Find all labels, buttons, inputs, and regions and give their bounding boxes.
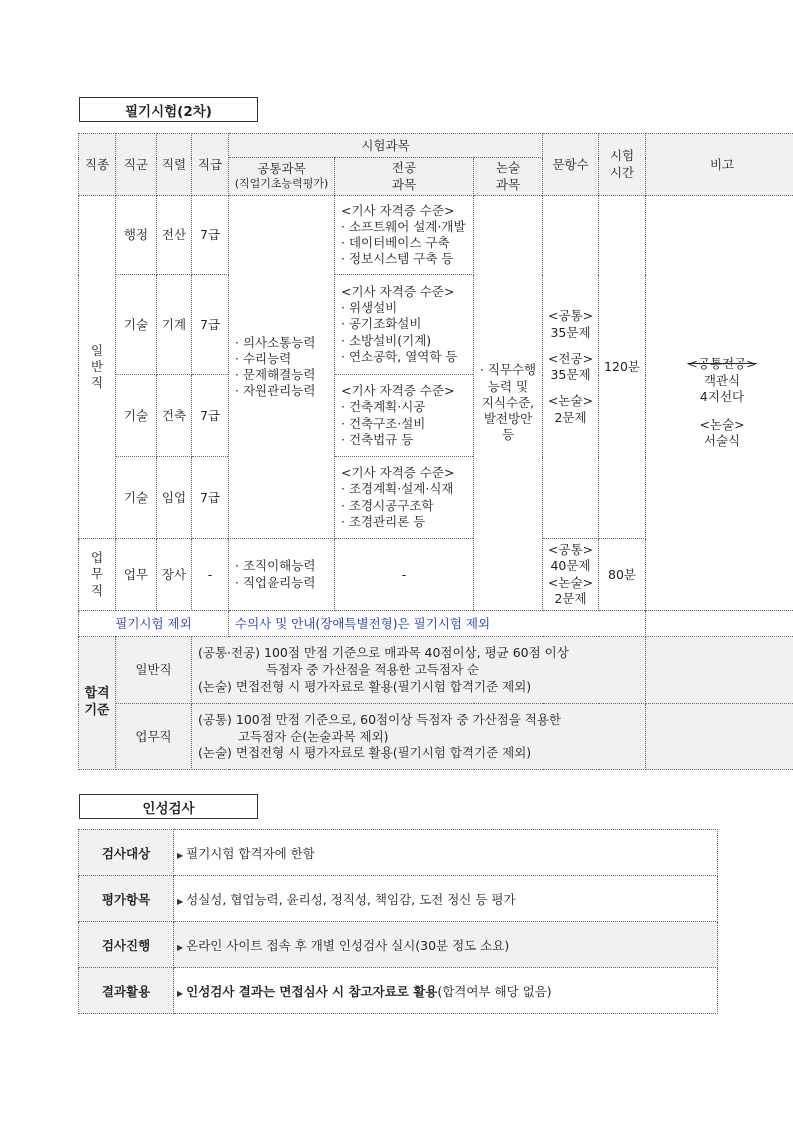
header-major-line2: 과목: [391, 176, 417, 192]
major-line: · 소방설비(기계): [341, 332, 432, 348]
personality-value-text: 온라인 사이트 접속 후 개별 인성검사 실시(30분 정도 소요): [186, 937, 510, 953]
business-common-subjects: [229, 539, 335, 611]
header-major: [335, 158, 474, 196]
question-line: 2문제: [554, 590, 587, 606]
row-series: 기계: [157, 275, 192, 375]
note-line: 4지선다: [699, 388, 745, 404]
business-exam-time: 80분: [599, 539, 646, 611]
header-questions: 문항수: [543, 134, 599, 196]
pass-general-line: (공통·전공) 100점 만점 기준으로 매과목 40점이상, 평균 60점 이상: [198, 645, 569, 661]
personality-value: [174, 968, 718, 1014]
common-item: · 직업윤리능력: [235, 574, 316, 590]
header-time: [599, 134, 646, 196]
business-major: -: [335, 539, 474, 611]
major-cell: [335, 196, 474, 275]
row-grade: 7급: [192, 275, 229, 375]
major-line: · 조경계획·설계·식재: [341, 481, 454, 497]
bullet-triangle-icon: ▶: [177, 850, 184, 860]
row-series: 건축: [157, 375, 192, 457]
major-line: · 데이터베이스 구축: [341, 235, 450, 250]
header-major-line1: 전공: [391, 160, 417, 176]
bullet-triangle-icon: ▶: [177, 988, 184, 998]
pass-criteria-label: [79, 637, 116, 770]
major-line: · 조경관리론 등: [341, 513, 426, 529]
header-time-line1: 시험: [609, 148, 635, 164]
personality-value-bold: 인성검사 결과는 면접심사 시 참고자료로 활용: [186, 983, 438, 999]
written-exam-table: [78, 133, 793, 770]
header-common-line1: 공통과목: [257, 161, 306, 177]
question-line: [545, 341, 596, 351]
personality-value-rest: (합격여부 해당 없음): [437, 983, 552, 999]
personality-label: 결과활용: [79, 968, 174, 1014]
note-line: [648, 405, 793, 417]
general-label-char: 반: [90, 358, 104, 374]
exempt-note-empty: [646, 611, 793, 637]
major-line: <기사 자격증 수준>: [341, 383, 455, 398]
common-item: · 자원관리능력: [235, 383, 316, 399]
row-group: 업무: [116, 539, 157, 611]
major-cell: [335, 457, 474, 539]
pass-business-text: [192, 704, 646, 770]
question-line: <공통>: [547, 308, 594, 324]
major-line: · 소프트웨어 설계·개발: [341, 218, 466, 234]
business-question-count: [543, 539, 599, 611]
note-line: <논술>: [699, 417, 745, 433]
common-item: · 문제해결능력: [235, 367, 316, 382]
row-series: 장사: [157, 539, 192, 611]
bullet-triangle-icon: ▶: [177, 942, 184, 952]
note-line: 객관식: [703, 372, 741, 388]
header-note: 비고: [646, 134, 793, 196]
general-question-count: [543, 196, 599, 539]
major-line: <기사 자격증 수준>: [341, 465, 455, 480]
common-item: · 조직이해능력: [235, 558, 316, 574]
general-note: [646, 196, 793, 611]
header-essay: [474, 158, 543, 196]
general-jobtype-label: [79, 196, 116, 539]
major-line: <기사 자격증 수준>: [341, 283, 455, 299]
pass-general-line: (논술) 면접전형 시 평가자료로 활용(필기시험 합격기준 제외): [198, 678, 532, 694]
row-group: 기술: [116, 375, 157, 457]
general-label-char: 직: [90, 375, 104, 391]
bullet-triangle-icon: ▶: [177, 896, 184, 906]
general-common-subjects: [229, 196, 335, 539]
exempt-label: 필기시험 제외: [79, 611, 229, 637]
essay-line: 등: [501, 427, 515, 443]
pass-business-line: (공통) 100점 만점 기준으로, 60점이상 득점자 중 가산점을 적용한: [198, 711, 562, 727]
row-grade: 7급: [192, 457, 229, 539]
header-time-line2: 시간: [609, 164, 635, 180]
major-line: · 조경시공구조학: [341, 497, 434, 513]
personality-value-text: 필기시험 합격자에 한함: [186, 845, 315, 861]
header-group: 직군: [116, 134, 157, 196]
personality-test-table: [78, 829, 718, 1014]
pass-business-note-empty: [646, 704, 793, 770]
pass-general-text: [192, 637, 646, 704]
essay-line: 능력 및: [487, 378, 529, 394]
header-essay-line2: 과목: [495, 176, 521, 192]
major-line: · 건축법규 등: [341, 431, 414, 447]
row-group: 기술: [116, 275, 157, 375]
general-label-char: 일: [90, 342, 104, 358]
pass-label-line1: 합격: [84, 686, 110, 702]
question-line: <전공>: [547, 350, 594, 366]
note-strike-text: <공통전공>: [687, 356, 757, 372]
business-label-char: 업: [90, 550, 104, 566]
general-exam-time: 120분: [599, 196, 646, 539]
major-line: · 정보시스템 구축 등: [341, 251, 454, 267]
essay-line: 지식수준,: [481, 394, 535, 410]
personality-label: 평가항목: [79, 876, 174, 922]
row-grade: -: [192, 539, 229, 611]
header-jobtype: 직종: [79, 134, 116, 196]
exempt-text: 수의사 및 안내(장애특별전형)은 필기시험 제외: [229, 611, 646, 637]
header-grade: 직급: [192, 134, 229, 196]
business-label-char: 직: [90, 582, 104, 598]
header-series: 직렬: [157, 134, 192, 196]
pass-label-line2: 기준: [84, 703, 110, 718]
row-series: 전산: [157, 196, 192, 275]
common-item: · 의사소통능력: [235, 334, 316, 350]
pass-general-line: 득점자 중 가산점을 적용한 고득점자 순: [266, 662, 480, 678]
header-subjects: 시험과목: [229, 134, 543, 158]
personality-label: 검사진행: [79, 922, 174, 968]
pass-business-line: 고득점자 순(논술과목 제외): [238, 728, 389, 744]
row-grade: 7급: [192, 375, 229, 457]
pass-general-note-empty: [646, 637, 793, 704]
personality-value: [174, 876, 718, 922]
row-group: 행정: [116, 196, 157, 275]
major-line: · 건축구조·설비: [341, 415, 426, 431]
question-line: 2문제: [554, 409, 587, 425]
row-grade: 7급: [192, 196, 229, 275]
note-line: 서술식: [703, 433, 741, 449]
personality-value: [174, 830, 718, 876]
row-series: 임업: [157, 457, 192, 539]
header-common: [229, 158, 335, 196]
business-jobtype-label: [79, 539, 116, 611]
personality-value: [174, 922, 718, 968]
row-group: 기술: [116, 457, 157, 539]
major-line: · 연소공학, 열역학 등: [341, 348, 458, 364]
essay-line: · 직무수행: [479, 362, 537, 378]
major-line: <기사 자격증 수준>: [341, 202, 455, 218]
pass-business-line: (논술) 면접전형 시 평가자료로 활용(필기시험 합격기준 제외): [198, 745, 532, 761]
question-line: <논술>: [547, 393, 594, 409]
question-line: 35문제: [550, 367, 591, 382]
personality-label: 검사대상: [79, 830, 174, 876]
question-line: <논술>: [547, 574, 594, 590]
header-common-line2: (직업기초능력평가): [234, 177, 329, 191]
question-line: 35문제: [550, 324, 591, 340]
major-cell: [335, 375, 474, 457]
general-essay-subjects: [474, 196, 543, 611]
major-cell: [335, 275, 474, 375]
personality-section-title: 인성검사: [79, 794, 258, 819]
pass-general-label: 일반직: [116, 637, 192, 704]
personality-value-text: 성실성, 협업능력, 윤리성, 정직성, 책임감, 도전 정신 등 평가: [186, 891, 516, 907]
major-line: · 위생설비: [341, 300, 398, 316]
written-exam-section-title: 필기시험(2차): [79, 97, 258, 122]
header-essay-line1: 논술: [495, 160, 521, 176]
business-label-char: 무: [90, 566, 104, 582]
major-line: · 공기조화설비: [341, 316, 422, 332]
question-line: <공통>: [547, 542, 594, 557]
question-line: 40문제: [550, 558, 591, 574]
major-line: · 건축계획·시공: [341, 399, 426, 415]
question-line: [545, 383, 596, 393]
common-item: · 수리능력: [235, 350, 292, 366]
pass-business-label: 업무직: [116, 704, 192, 770]
essay-line: 발전방안: [483, 411, 533, 427]
